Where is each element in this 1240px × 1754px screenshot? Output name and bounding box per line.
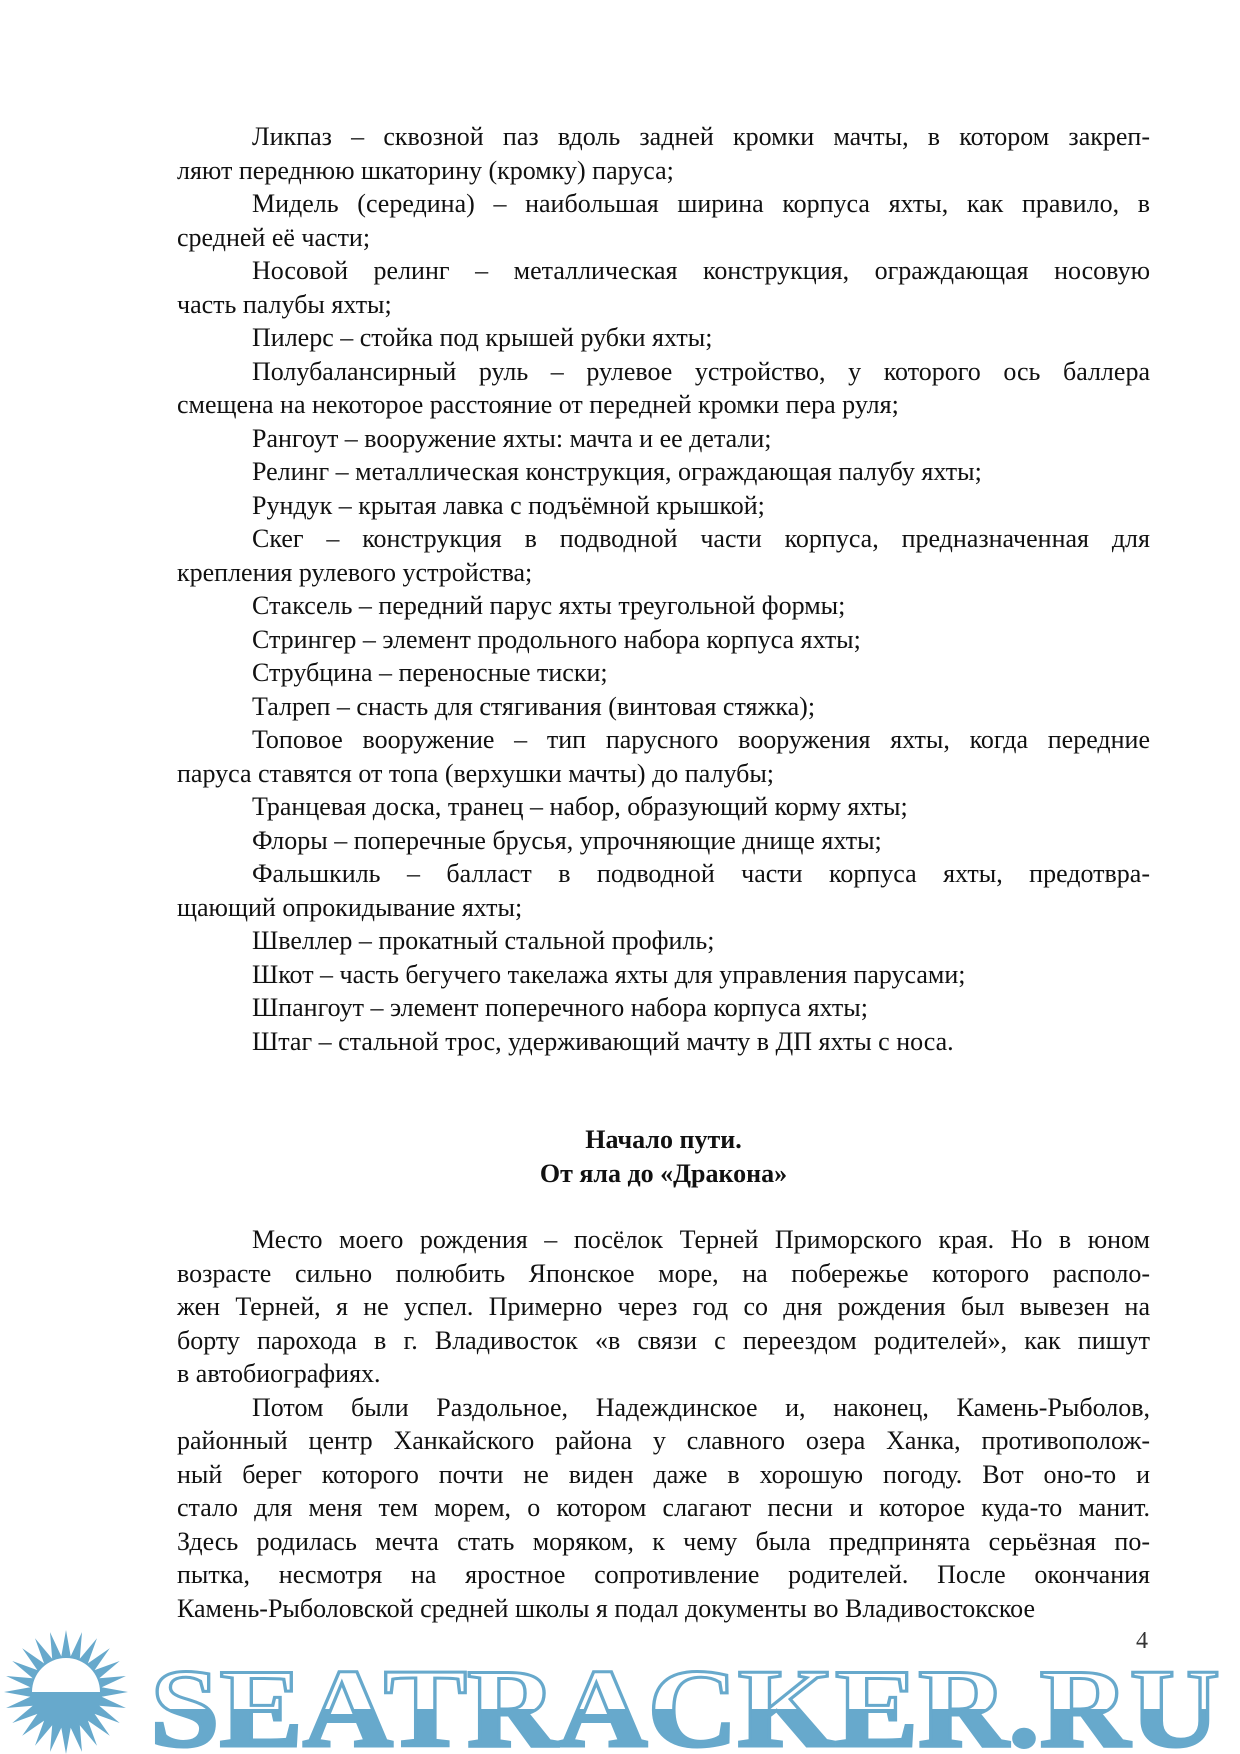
glossary-line: Шпангоут – элемент поперечного набора корпуса яхты; (252, 993, 868, 1022)
glossary-line: паруса ставятся от топа (верхушки мачты) до палубы; (177, 758, 775, 788)
glossary-line: Полубалансирный руль – рулевое устройство, у которого ось баллера (252, 356, 1150, 386)
glossary-paragraph (177, 824, 1150, 858)
body-line: возрасте сильно полюбить Японское море, на побережье которого располо- (177, 1258, 1150, 1288)
body-text (177, 1223, 1150, 1625)
glossary-paragraph (177, 254, 1150, 321)
glossary-line: Рундук – крытая лавка с подъёмной крышкой; (252, 490, 765, 520)
body-line: ный берег которого почти не виден даже в хорошую погоду. Вот оно-то и (177, 1459, 1150, 1489)
glossary-line: ляют переднюю шкаторину (кромку) паруса; (177, 155, 674, 185)
section-heading (177, 1123, 1150, 1190)
glossary-paragraph (177, 422, 1150, 456)
heading-line-2: От яла до «Дракона» (539, 1158, 788, 1188)
glossary-paragraph (177, 355, 1150, 422)
body-line: Здесь родилась мечта стать моряком, к чему была предпринята серьёзная по- (177, 1526, 1150, 1556)
glossary-paragraph (177, 857, 1150, 924)
glossary-line: Стаксель – передний парус яхты треугольной формы; (252, 591, 846, 620)
body-line: пытка, несмотря на яростное сопротивление родителей. После окончания (177, 1560, 1150, 1589)
watermark-text: SEATRACKER.RU (150, 1647, 1220, 1754)
glossary-paragraph (177, 455, 1150, 489)
glossary-paragraph (177, 489, 1150, 523)
glossary-paragraph (177, 958, 1150, 992)
glossary-line: Швеллер – прокатный стальной профиль; (252, 926, 715, 955)
glossary-line: щающий опрокидывание яхты; (177, 892, 523, 922)
body-line: стало для меня тем морем, о котором слагают песни и которое куда-то манит. (177, 1493, 1150, 1522)
glossary-line: Ликпаз – сквозной паз вдоль задней кромки мачты, в котором закреп- (252, 122, 1150, 151)
body-paragraph (177, 1223, 1150, 1391)
glossary-line: Штаг – стальной трос, удерживающий мачту в ДП яхты с носа. (252, 1026, 954, 1056)
glossary-line: Транцевая доска, транец – набор, образующий корму яхты; (252, 792, 908, 821)
glossary-line: Шкот – часть бегучего такелажа яхты для управления парусами; (252, 959, 966, 989)
glossary-paragraph (177, 690, 1150, 724)
glossary-paragraph (177, 623, 1150, 657)
glossary-line: смещена на некоторое расстояние от передней кромки пера руля; (177, 390, 899, 419)
glossary-paragraph (177, 589, 1150, 623)
glossary-paragraph (177, 723, 1150, 790)
seatracker-watermark (0, 1630, 1240, 1754)
glossary-line: Стрингер – элемент продольного набора корпуса яхты; (252, 624, 861, 654)
glossary-paragraph (177, 187, 1150, 254)
glossary-line: средней её части; (177, 222, 371, 252)
glossary-line: часть палубы яхты; (177, 289, 392, 319)
glossary-paragraph (177, 656, 1150, 690)
glossary-line: Фальшкиль – балласт в подводной части корпуса яхты, предотвра- (252, 859, 1150, 888)
body-paragraph (177, 1391, 1150, 1626)
glossary-line: Мидель (середина) – наибольшая ширина корпуса яхты, как правило, в (252, 189, 1150, 218)
glossary-paragraph (177, 1025, 1150, 1059)
body-line: борту парохода в г. Владивосток «в связи с переездом родителей», как пишут (177, 1325, 1150, 1355)
glossary-line: Носовой релинг – металлическая конструкция, ограждающая носовую (252, 256, 1150, 285)
glossary-line: Струбцина – переносные тиски; (252, 658, 608, 687)
glossary-line: Флоры – поперечные брусья, упрочняющие днище яхты; (252, 825, 882, 855)
glossary-paragraph (177, 991, 1150, 1025)
glossary-paragraph (177, 924, 1150, 958)
page-number: 4 (1136, 1628, 1148, 1654)
glossary-list (177, 120, 1150, 1058)
glossary-line: Рангоут – вооружение яхты: мачта и ее детали; (252, 423, 772, 453)
glossary-line: крепления рулевого устройства; (177, 557, 533, 587)
glossary-paragraph (177, 120, 1150, 187)
glossary-line: Скег – конструкция в подводной части корпуса, предназначенная для (252, 524, 1150, 553)
body-line: жен Терней, я не успел. Примерно через год со дня рождения был вывезен на (177, 1292, 1150, 1321)
body-line: в автобиографиях. (177, 1359, 381, 1388)
glossary-line: Пилерс – стойка под крышей рубки яхты; (252, 323, 713, 352)
glossary-line: Релинг – металлическая конструкция, ограждающая палубу яхты; (252, 457, 982, 486)
glossary-paragraph (177, 522, 1150, 589)
glossary-paragraph (177, 790, 1150, 824)
body-line: Потом были Раздольное, Надеждинское и, наконец, Камень-Рыболов, (252, 1392, 1150, 1422)
glossary-line: Топовое вооружение – тип парусного вооружения яхты, когда передние (252, 725, 1150, 754)
body-line: районный центр Ханкайского района у славного озера Ханка, противополож- (177, 1426, 1150, 1455)
glossary-line: Талреп – снасть для стягивания (винтовая стяжка); (252, 691, 816, 721)
heading-line-1: Начало пути. (585, 1125, 742, 1154)
body-line: Место моего рождения – посёлок Терней Приморского края. Но в юном (252, 1225, 1150, 1254)
body-line: Камень-Рыболовской средней школы я подал документы во Владивостокское (177, 1593, 1035, 1623)
glossary-paragraph (177, 321, 1150, 355)
sun-logo-icon (4, 1630, 128, 1754)
